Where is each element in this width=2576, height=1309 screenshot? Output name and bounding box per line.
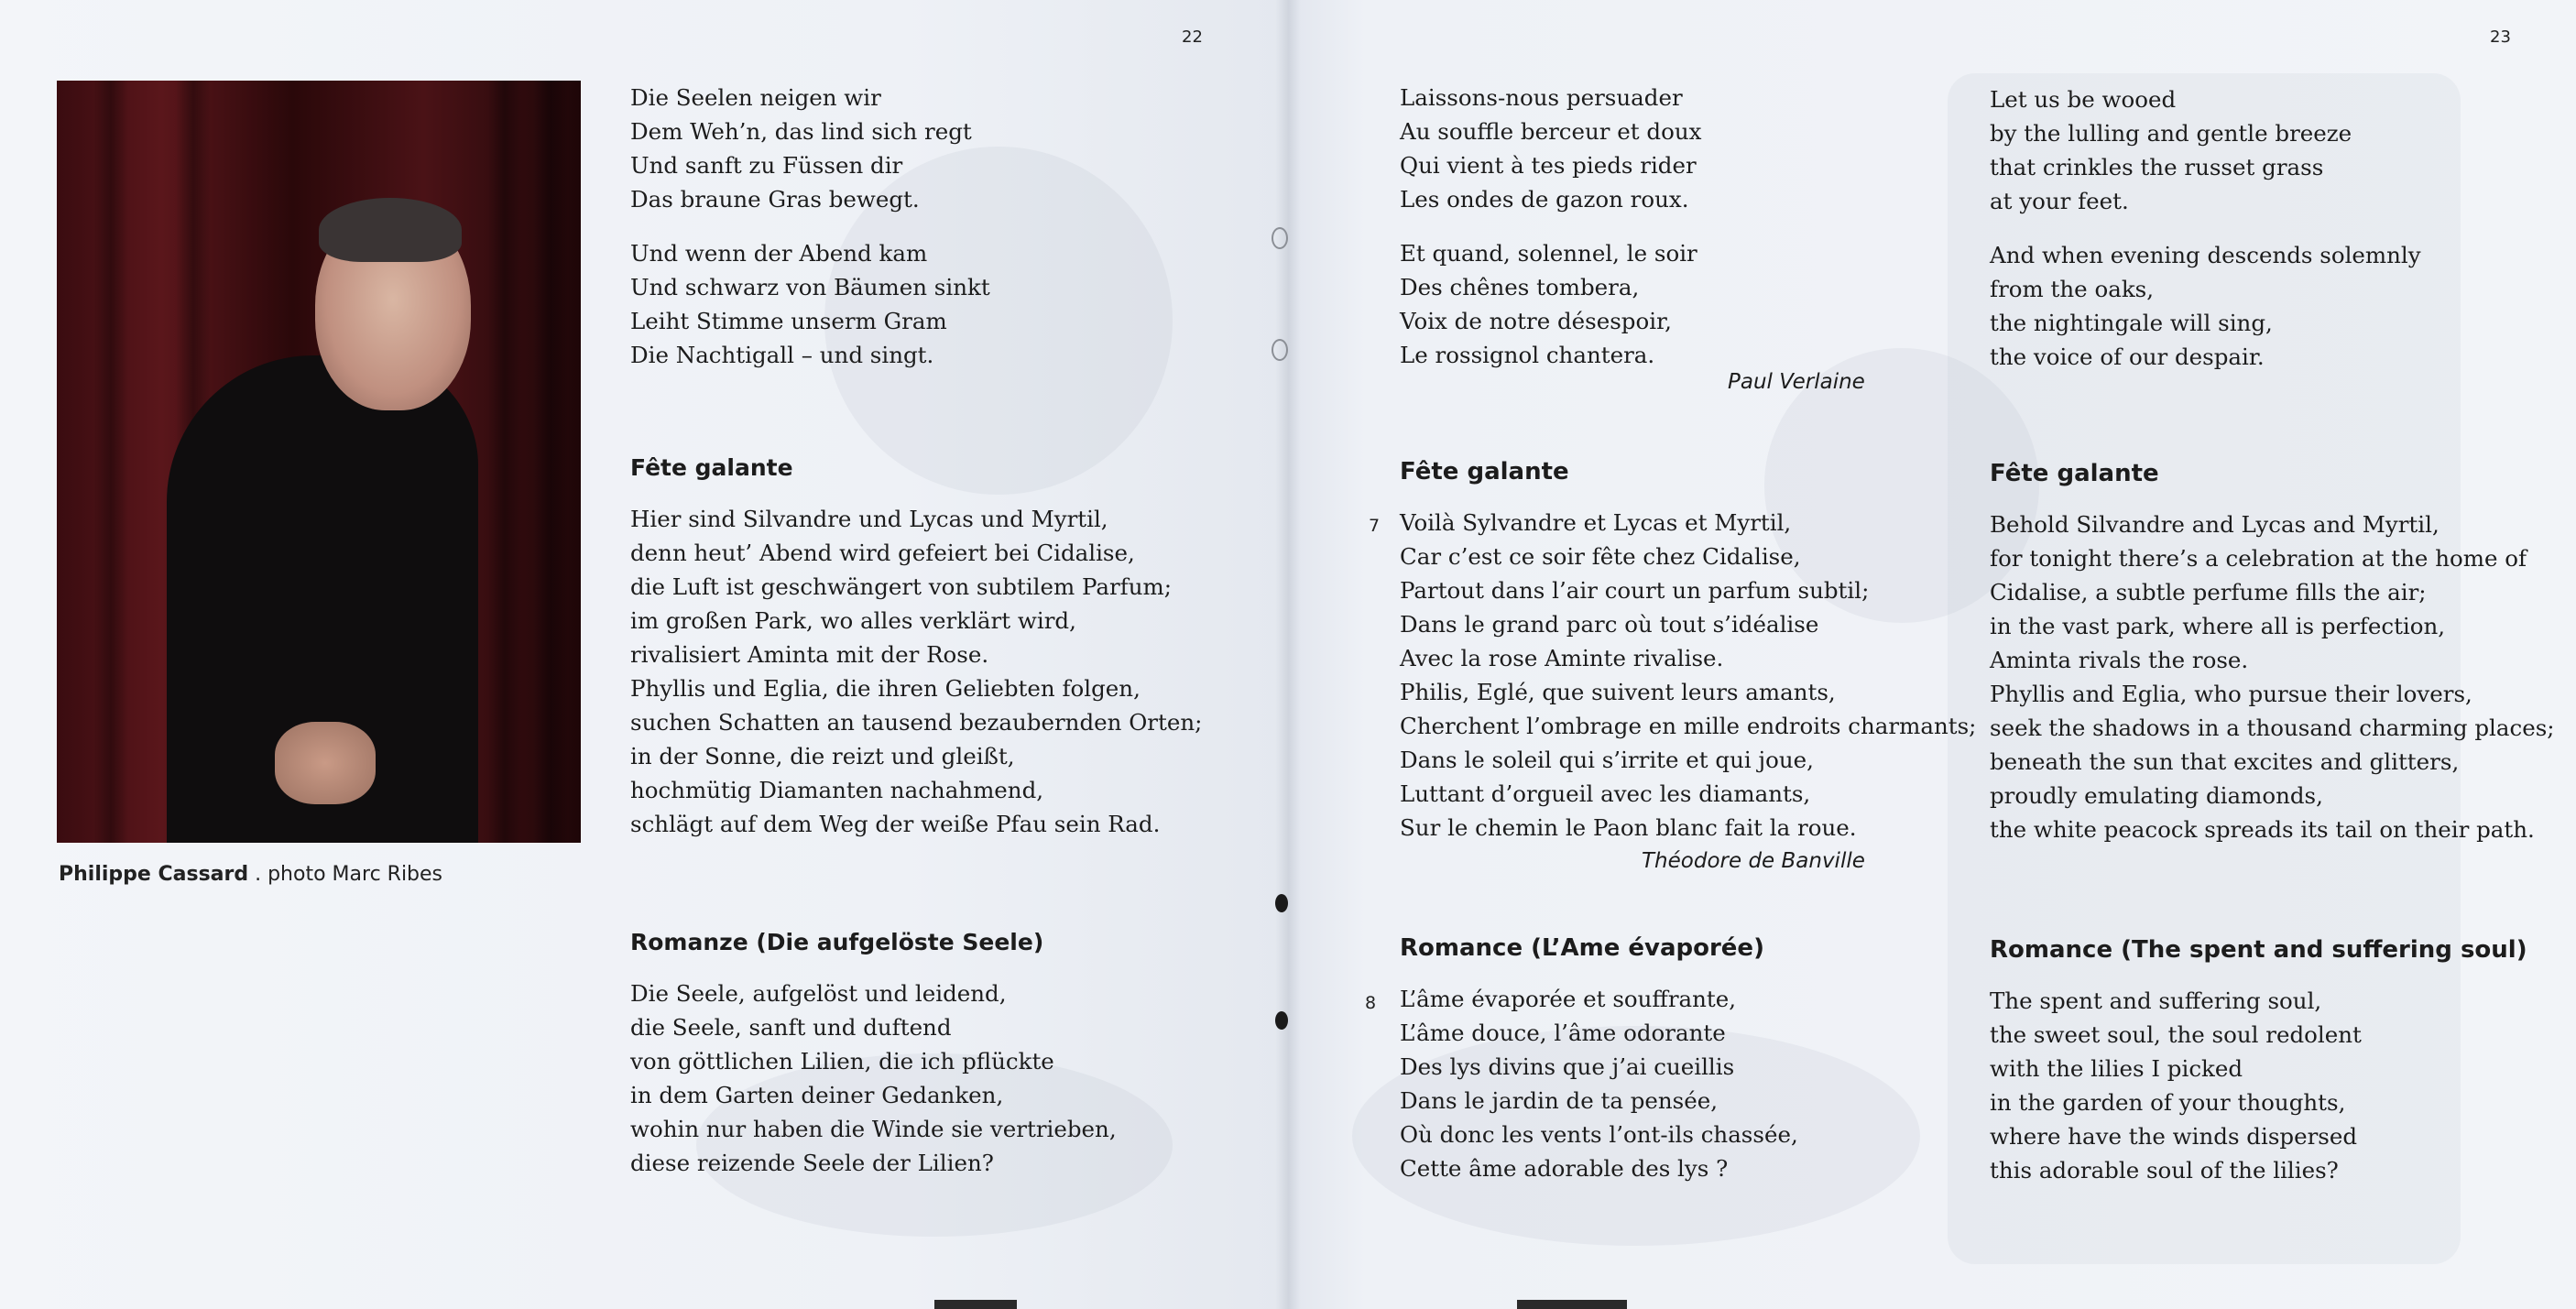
verse-line: Aminta rivals the rose. [1990, 647, 2249, 673]
stanza [630, 81, 990, 216]
english-romance [1990, 934, 2527, 1187]
verse-line: L’âme douce, l’âme odorante [1400, 1020, 1726, 1046]
english-poem-continuation [1990, 82, 2421, 394]
verse-line: And when evening descends solemnly [1990, 242, 2421, 268]
german-poem-continuation [630, 81, 990, 392]
verse-line: seek the shadows in a thousand charming places; [1990, 714, 2555, 741]
german-fete-galante [630, 453, 1202, 841]
edge-mark [1517, 1300, 1627, 1309]
french-romance [1400, 933, 1798, 1185]
section-title: Fête galante [1400, 458, 1569, 485]
staple-hole [1275, 894, 1288, 912]
verse-line: Leiht Stimme unserm Gram [630, 308, 947, 334]
verse-line: Phyllis und Eglia, die ihren Geliebten folgen, [630, 675, 1141, 702]
verse-line: rivalisiert Aminta mit der Rose. [630, 641, 989, 668]
verse-line: von göttlichen Lilien, die ich pflückte [630, 1048, 1054, 1074]
verse-line: Partout dans l’air court un parfum subtil; [1400, 577, 1870, 604]
verse-line: Und wenn der Abend kam [630, 240, 928, 267]
page-number: 22 [1182, 27, 1203, 47]
verse-line: die Seele, sanft und duftend [630, 1014, 952, 1041]
verse-line: Car c’est ce soir fête chez Cidalise, [1400, 543, 1801, 570]
staple-hole [1272, 339, 1288, 361]
verse-line: Die Seele, aufgelöst und leidend, [630, 980, 1007, 1007]
section-title: Fête galante [1990, 460, 2159, 487]
verse-line: the white peacock spreads its tail on their path. [1990, 816, 2535, 843]
verse-line: im großen Park, wo alles verklärt wird, [630, 607, 1076, 634]
verse-line: Avec la rose Aminte rivalise. [1400, 645, 1724, 671]
figure-hand [275, 722, 376, 804]
stanza [1400, 236, 1701, 372]
verse-line: in der Sonne, die reizt und gleißt, [630, 743, 1015, 769]
verse-line: Cette âme adorable des lys ? [1400, 1155, 1729, 1182]
verse-line: suchen Schatten an tausend bezaubernden Orten; [630, 709, 1203, 736]
verse-line: diese reizende Seele der Lilien? [630, 1150, 994, 1176]
verse-line: in the vast park, where all is perfection, [1990, 613, 2446, 639]
verse-line: Voix de notre désespoir, [1400, 308, 1672, 334]
verse-block [1400, 506, 1976, 845]
section-title: Romanze (Die aufgelöste Seele) [630, 929, 1044, 955]
verse-line: Voilà Sylvandre et Lycas et Myrtil, [1400, 509, 1792, 536]
poem-author: Théodore de Banville [1642, 849, 1865, 873]
verse-line: L’âme évaporée et souffrante, [1400, 986, 1737, 1012]
verse-line: that crinkles the russet grass [1990, 154, 2324, 180]
verse-line: for tonight there’s a celebration at the home of [1990, 545, 2527, 572]
verse-line: Des lys divins que j’ai cueillis [1400, 1053, 1735, 1080]
verse-line: Au souffle berceur et doux [1400, 118, 1702, 145]
verse-line: proudly emulating diamonds, [1990, 782, 2323, 809]
german-romanze [630, 927, 1117, 1180]
verse-block [630, 976, 1117, 1180]
section-title: Romance (L’Ame évaporée) [1400, 934, 1764, 962]
verse-line: Und sanft zu Füssen dir [630, 152, 903, 179]
verse-line: The spent and suffering soul, [1990, 987, 2322, 1014]
verse-line: Phyllis and Eglia, who pursue their lovers, [1990, 681, 2472, 707]
verse-line: at your feet. [1990, 188, 2129, 214]
french-poem-continuation [1400, 81, 1701, 392]
stanza [630, 236, 990, 372]
caption-name: Philippe Cassard [59, 863, 249, 886]
verse-block [1990, 507, 2555, 846]
verse-line: Cidalise, a subtle perfume fills the air; [1990, 579, 2427, 605]
verse-line: Cherchent l’ombrage en mille endroits charmants; [1400, 713, 1977, 739]
track-number: 8 [1365, 993, 1377, 1013]
verse-line: Les ondes de gazon roux. [1400, 186, 1689, 213]
french-fete-galante [1400, 456, 1976, 845]
verse-line: Philis, Eglé, que suivent leurs amants, [1400, 679, 1836, 705]
track-number: 7 [1369, 516, 1381, 536]
portrait-photo [57, 81, 581, 843]
verse-line: Hier sind Silvandre und Lycas und Myrtil, [630, 506, 1108, 532]
verse-line: denn heut’ Abend wird gefeiert bei Cidalise, [630, 540, 1135, 566]
section-title: Romance (The spent and suffering soul) [1990, 936, 2527, 964]
verse-block [630, 502, 1202, 841]
verse-line: with the lilies I picked [1990, 1055, 2243, 1082]
verse-line: from the oaks, [1990, 276, 2155, 302]
staple-hole [1272, 227, 1288, 249]
verse-line: beneath the sun that excites and glitters, [1990, 748, 2460, 775]
edge-mark [934, 1300, 1017, 1309]
caption-credit: photo Marc Ribes [267, 863, 443, 886]
stanza [1990, 238, 2421, 374]
verse-line: the sweet soul, the soul redolent [1990, 1021, 2362, 1048]
verse-line: Où donc les vents l’ont-ils chassée, [1400, 1121, 1798, 1148]
verse-line: Luttant d’orgueil avec les diamants, [1400, 780, 1811, 807]
verse-block [1990, 984, 2527, 1187]
verse-line: Dans le jardin de ta pensée, [1400, 1087, 1719, 1114]
verse-line: Le rossignol chantera. [1400, 342, 1655, 368]
verse-line: by the lulling and gentle breeze [1990, 120, 2352, 147]
verse-line: wohin nur haben die Winde sie vertrieben, [630, 1116, 1117, 1142]
verse-line: Behold Silvandre and Lycas and Myrtil, [1990, 511, 2440, 538]
verse-line: Dans le soleil qui s’irrite et qui joue, [1400, 747, 1814, 773]
figure-hair [319, 198, 462, 262]
verse-line: Let us be wooed [1990, 86, 2177, 113]
verse-block [1400, 982, 1798, 1185]
verse-line: where have the winds dispersed [1990, 1123, 2358, 1150]
verse-line: Sur le chemin le Paon blanc fait la roue. [1400, 814, 1857, 841]
verse-line: the voice of our despair. [1990, 344, 2265, 370]
verse-line: Dem Weh’n, das lind sich regt [630, 118, 972, 145]
verse-line: in the garden of your thoughts, [1990, 1089, 2346, 1116]
verse-line: Des chênes tombera, [1400, 274, 1640, 300]
poem-author: Paul Verlaine [1728, 370, 1865, 394]
verse-line: die Luft ist geschwängert von subtilem Parfum; [630, 573, 1173, 600]
section-title: Fête galante [630, 454, 793, 481]
photo-caption [59, 863, 442, 886]
english-fete-galante [1990, 458, 2555, 846]
verse-line: Die Seelen neigen wir [630, 84, 881, 111]
verse-line: this adorable soul of the lilies? [1990, 1157, 2339, 1184]
caption-separator: . [248, 863, 268, 886]
verse-line: Laissons-nous persuader [1400, 84, 1683, 111]
verse-line: the nightingale will sing, [1990, 310, 2273, 336]
verse-line: Dans le grand parc où tout s’idéalise [1400, 611, 1819, 638]
stanza [1400, 81, 1701, 216]
verse-line: Et quand, solennel, le soir [1400, 240, 1697, 267]
book-gutter [1275, 0, 1301, 1309]
verse-line: Und schwarz von Bäumen sinkt [630, 274, 990, 300]
verse-line: Die Nachtigall – und singt. [630, 342, 934, 368]
page-number: 23 [2490, 27, 2511, 47]
verse-line: schlägt auf dem Weg der weiße Pfau sein Rad. [630, 811, 1161, 837]
verse-line: Qui vient à tes pieds rider [1400, 152, 1697, 179]
right-page [1288, 0, 2576, 1309]
staple-hole [1275, 1011, 1288, 1030]
verse-line: Das braune Gras bewegt. [630, 186, 920, 213]
verse-line: in dem Garten deiner Gedanken, [630, 1082, 1004, 1108]
stanza [1990, 82, 2421, 218]
verse-line: hochmütig Diamanten nachahmend, [630, 777, 1044, 803]
